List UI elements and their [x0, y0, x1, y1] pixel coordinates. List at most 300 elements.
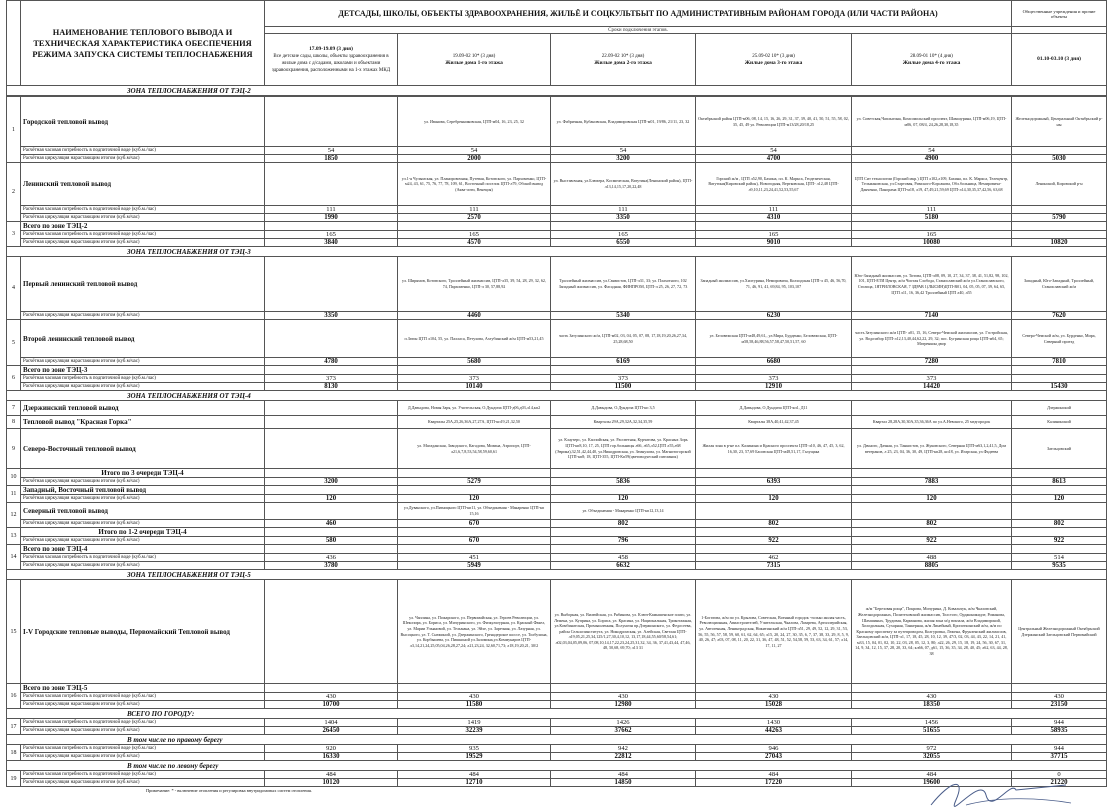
row-number: 18: [7, 745, 21, 761]
heat-outlet-name: Тепловой вывод "Красная Горка": [21, 416, 265, 429]
subtotal-title: Итого по 1-2 очереди ТЭЦ-4: [21, 528, 265, 537]
heat-supply-schedule-sheet: [6, 0, 1106, 793]
circulation-value: 3350: [265, 312, 398, 320]
empty-cell: [696, 684, 852, 693]
hourly-demand-row: [7, 375, 1107, 383]
row-number: 2: [7, 163, 21, 222]
circulation-value: 15028: [696, 701, 852, 709]
circulation-value: 3200: [551, 155, 696, 163]
metric-label: Расчётная циркуляция нарастающим итогом (куб.м/час): [21, 495, 265, 503]
stage-date: 25.09-02 10* (3 дня): [752, 53, 795, 59]
row-number: 9: [7, 429, 21, 469]
circulation-value: 1850: [265, 155, 398, 163]
empty-cell: [696, 545, 852, 554]
empty-cell: [1012, 469, 1107, 478]
hourly-value: 111: [265, 206, 398, 214]
hourly-demand-row: [7, 693, 1107, 701]
address-list: Калининский: [1012, 416, 1107, 429]
row-number: 3: [7, 222, 21, 247]
metric-label: Расчётная циркуляция нарастающим итогом (куб.м/час): [21, 312, 265, 320]
circulation-value: 16330: [265, 753, 398, 761]
circulation-value: 2570: [398, 214, 551, 222]
metric-label: Расчётная циркуляция нарастающим итогом (куб.м/час): [21, 214, 265, 222]
row-number: 12: [7, 503, 21, 528]
address-list: [265, 97, 398, 147]
empty-cell: [398, 545, 551, 554]
circulation-value: 5340: [551, 312, 696, 320]
subtotal-row: [7, 469, 1107, 478]
empty-cell: [265, 222, 398, 231]
address-list: ЦТП Сит технологии (Горский мкр.) ЦТП л102,л109, Бахина, пл. К. Маркса, Телецентр, Тельмановская, ул.Стартовая, Римского-Корсакова, Обл.больница, Немировича-Данченко, Панорама ЦТП-м18, л19, 47,49,21,59,69 ЦТП-л14,30,35,37,42,56, 63,68: [852, 163, 1012, 206]
empty-cell: [852, 469, 1012, 478]
stage-date: 17.09-19.09 (3 дня): [309, 45, 353, 52]
zone-header-tec4: [7, 391, 1107, 401]
metric-label: Расчётная часовая потребность в подпиточной воде (куб.м./час): [21, 771, 265, 779]
circulation-value: 7140: [852, 312, 1012, 320]
subtotal-title: Всего по зоне ТЭЦ-4: [21, 545, 265, 554]
circulation-value: 5949: [398, 562, 551, 570]
address-list: ул. Клаузерс, ул. Каспийская, ул. Рассветная, Курчатова, ул. Красных Зорь ЦТП-кп8,10, 17, 25, ЦТП гор.больницы л66, л65,л52,ЦТП л55,л68 (Эврика),32,51,42,44,40, ул.Никодровская, ул. Земнухова, ул. Магнитогорской ЦТП-кп8; 18, ЦТП-355, ЦТП-Кп59(цветоводческий питомник): [551, 429, 696, 469]
empty-cell: [1012, 684, 1107, 693]
circulation-value: 4700: [696, 155, 852, 163]
hourly-value: 430: [852, 693, 1012, 701]
circulation-value: 670: [398, 537, 551, 545]
stage-desc: Все детские сады, школы, объекты здравоохранения в жилые дома с д/садами, школами и объектами здравоохранения, расположенными на 1-х этажах МКД: [271, 53, 391, 73]
heat-outlet-name: Северо-Восточный тепловой вывод: [21, 429, 265, 469]
circulation-value: 120: [696, 495, 852, 503]
address-list: ул. Дачного, Дачная, ул. Танкистов, ул. Жуковского, Северная ЦТП-м63,1,2,41,5, Дом ветеранов, л 25, 23, 04, 36, 30, 49, ЦТП-кп28, кп18, ул. Игарская, ул.Фадеева: [852, 429, 1012, 469]
address-list: [265, 257, 398, 312]
header-left-title: НАИМЕНОВАНИЕ ТЕПЛОВОГО ВЫВОДА И ТЕХНИЧЕСКАЯ ХАРАКТЕРИСТИКА ОБЕСПЕЧЕНИЯ РЕЖИМА ЗАПУСКА СИСТЕМЫ ТЕПЛОСНАБЖЕНИЯ: [21, 1, 265, 86]
empty-cell: [265, 486, 398, 495]
subtotal-title: Западный, Восточный тепловой вывод: [21, 486, 265, 495]
empty-cell: [551, 366, 696, 375]
address-list: п.Затон ЦТП л104, 55, ул. Палласа, Петухова, Ахтубинский ж/м ЦТП-м53,21,45: [398, 320, 551, 358]
address-list: ул. Чаплина, ул. Пожарского, ул. Первомайская, ул. Героев Революции, ул. Шекспира, ул. Бориса, ул. Мичуринского, ул. Физкультурная, ул. Красный Факел, ул. Марии Ульяновой, ул. Тельмана, ул. Эйхе, ул. Заречная, ул. Лазурная, ул. Высоцкого, ул. Т. Снежиной, ул. Дзержинского, Гренадерское шоссе, ул. Толбухина, ул. Корбышева, ул. Пишкиной ул.Заломина,ул.Коммунаров ЦТП-л3,14,21,24,25,05,04,26,28,27,24; л21,23,24, 32,60,71,73; л18,19,20,21, 30/2: [398, 580, 551, 684]
stage-date: 01.10-03.10 (3 дня): [1037, 56, 1081, 62]
circulation-value: 4900: [852, 155, 1012, 163]
row-number: 7: [7, 401, 21, 416]
empty-cell: [551, 469, 696, 478]
empty-cell: [398, 222, 551, 231]
circulation-value: 120: [1012, 495, 1107, 503]
stages-label: Сроки подключения этапов.: [265, 27, 1012, 34]
header-main-title: ДЕТСАДЫ, ШКОЛЫ, ОБЪЕКТЫ ЗДРАВООХРАНЕНИЯ, ЖИЛЬЁ И СОЦКУЛЬТБЫТ ПО АДМИНИСТРАТИВНЫМ РАЙОНАМ ГОРОДА (ИЛИ ЧАСТИ РАЙОНА): [265, 1, 1012, 27]
address-list: Кварталы 38А,40,41,42,37,45: [696, 416, 852, 429]
metric-label: Расчётная циркуляция нарастающим итогом (куб.м/час): [21, 562, 265, 570]
circulation-value: 120: [265, 495, 398, 503]
circulation-value: 2000: [398, 155, 551, 163]
circulation-value: 22812: [551, 753, 696, 761]
hourly-demand-row: [7, 554, 1107, 562]
table-row: [7, 401, 1107, 416]
metric-label: Расчётная циркуляция нарастающим итогом (куб.м/час): [21, 520, 265, 528]
circulation-row: [7, 495, 1107, 503]
circulation-value: 5180: [852, 214, 1012, 222]
circulation-value: 6680: [696, 358, 852, 366]
zone-header-tec2: [7, 86, 1107, 96]
schedule-body: [6, 96, 1107, 787]
hourly-value: 430: [398, 693, 551, 701]
hourly-value: 462: [696, 554, 852, 562]
header-num-cell: [7, 1, 21, 86]
hourly-value: 111: [852, 206, 1012, 214]
address-list: ул. Выборная, ул. Вилюйская, ул. Рябинова, ул. Ключ-Камышенское плато, ул. Лежена, ул. Куприна, ул. Бориса, ул. Красина, ул. Национальная, Трикотажная, ул.Комбинатская, Промышленная, Полуночн пр.Дзержинского, ул. Федосеева, район Сельхозинститута, ул. Никодромская, ул. Алейская, Светлая ЦТП-л19,05,21,25,34,125/1,27,30,4,10,12, 13,17,18,44,55,60/58,54,61; л02,03,04,05,09,06, 07,08,10,14,17,22,23,24,25,31,32, 34, 36, 37,41,43,44, 47,46, 48, 50,68, 69,70; л13 31: [551, 580, 696, 684]
header-right-title: Общественные учреждения и прочие объекты: [1012, 1, 1107, 27]
circulation-row: [7, 239, 1107, 247]
heat-outlet-name: Ленинский тепловой вывод: [21, 163, 265, 206]
metric-label: Расчётная циркуляция нарастающим итогом (куб.м/час): [21, 537, 265, 545]
hourly-value: 165: [551, 231, 696, 239]
empty-cell: [696, 486, 852, 495]
empty-cell: [398, 486, 551, 495]
circulation-value: 460: [265, 520, 398, 528]
circulation-value: 7280: [852, 358, 1012, 366]
address-list: ж/м "Березовая роща", Покрова, Мичурина, Д. Ковальчук, ж/м Чкаловский, Железнодорожных, Политеховский жилмассив, Толстого, Орджоникидзе, Романова, Шамшиных, Трудовая, Карманова, жилая зона м/д вокзала, ж/м Владимирский, Холодильная, Сухарная, Танкерная, ж/м Линейный, Кропоткинский ж/м, ж/м по Красному проспекту за путепроводом, Колгуровка, Лежена, Фрунзенский жилмассив, Заельцовский ж/м, ЦТП-л1, 17, 18, 45, 28, 10, 12, 39, 47/3, 02, 03, 44, 43, 22, 14, 21, 41, м33, 15, 04, 01, 02, 10, 22, 03, 28, 05, 12, 3, 80; л22, 26, 29, 15, 18, 19, 24, 56, 30, 67, 31, 14, 9, 34, 12, 15, 37, 28, 20, 33, 64; кл66, 07, д61, 15, 36, 35, 34, 28, 40, 45; л62, 63, 44, 28, 38: [852, 580, 1012, 684]
circulation-row: [7, 478, 1107, 486]
address-list: Горский ж/м , ЦТП л52,90, Бахина, пл. К. Маркса, Геодезическая, Ватутина(Кировский район), Новогодняя, Вертковская, ЦТП- л12,48 ЦТП-л9,10,11,23,24,41,52,53,55,67: [696, 163, 852, 206]
hourly-value: 942: [551, 745, 696, 753]
hourly-demand-row: [7, 719, 1107, 727]
empty-cell: [398, 528, 551, 537]
address-list: Троллейный жилмассив, ул.Связистов, ЦТП-л31, 33; ул. Плахотного, 102 Западный жилмассив, ул. Фасадная, ФИНПРОМ, ЦТП-л 25, 26, 27, 72, 73: [551, 257, 696, 312]
circulation-value: 21220: [1012, 779, 1107, 787]
stage-desc: Жилые дома 4-го этажа: [902, 59, 961, 66]
table-row: [7, 416, 1107, 429]
circulation-value: 11580: [398, 701, 551, 709]
circulation-value: 14850: [551, 779, 696, 787]
address-list: часть Затулинского ж/м, ЦТП-м02, 03, 04, 05, 07, 08, 17,18,19,20,26,27,34, 25,28,68,50: [551, 320, 696, 358]
address-list: Юго-Западный жилмассив, ул. Титова, ЦТП-л08, 09, 10, 27, 34, 37, 38, 41, 51,82, 98, 102, 101, ЦТП-ЕТИ Центр, ж/м Чистая Слобода, Станиславский ж/м ул.Станиславского, Столица, 1ЯТРИЛОВСКАЯ, 7 ЗДРАВ 1(ЛЫСИН)ЦТП-В01, 04, 05, 05, 07, 39, 64, 65, ЦТП л11, 16, 36,42 Троллейный ЦТП л40, л55: [852, 257, 1012, 312]
hourly-value: 1456: [852, 719, 1012, 727]
circulation-value: 5279: [398, 478, 551, 486]
stage-desc: Жилые дома 1-го этажа: [445, 59, 503, 66]
circulation-value: 5680: [398, 358, 551, 366]
circulation-value: 19529: [398, 753, 551, 761]
address-list: ул. Объединения - Макаренко ЦТП-кп12,13,14: [551, 503, 696, 520]
zone-header-tec3: [7, 247, 1107, 257]
hourly-value: 458: [551, 554, 696, 562]
address-list: ул. Магаданская, Заводского, Кагадова, Мизина, Аэропорт, ЦТП-л21,6,7,8,53,54,58,59,60,61: [398, 429, 551, 469]
empty-cell: [265, 528, 398, 537]
table-row: [7, 503, 1107, 520]
row-number: 17: [7, 719, 21, 735]
address-list: Д.Давыдова, О.Дундича ЦТП-кп1, Д11: [696, 401, 852, 416]
subtotal-title: Всего по зоне ТЭЦ-2: [21, 222, 265, 231]
circulation-value: 10820: [1012, 239, 1107, 247]
address-list: Западный жилмассив, ул.Хилтурина, Немировича, Колхидская ЦТП-л 45, 46, 56,70, 71, 46, 91, 41, 69,84, 95, 103,107: [696, 257, 852, 312]
stage-date: 19.09-02 10* (3 дня): [452, 53, 496, 59]
circulation-value: 12710: [398, 779, 551, 787]
row-number: 16: [7, 684, 21, 709]
stage-column-header-6: [1012, 34, 1107, 86]
empty-cell: [852, 545, 1012, 554]
address-list: Дзержинский: [1012, 401, 1107, 416]
footnote: Примечание: * - включение отопления и регулировка внутридомовых систем отопления.: [146, 788, 312, 793]
metric-label: Расчётная часовая потребность в подпиточной воде (куб.м./час): [21, 554, 265, 562]
zone-header-left-bank: [7, 761, 1107, 771]
address-list: [265, 580, 398, 684]
circulation-value: 12910: [696, 383, 852, 391]
heat-outlet-name: Второй ленинский тепловой вывод: [21, 320, 265, 358]
schedule-table: [6, 0, 1107, 96]
metric-label: Расчётная часовая потребность в подпиточной воде (куб.м./час): [21, 147, 265, 155]
circulation-row: [7, 358, 1107, 366]
circulation-value: 12980: [551, 701, 696, 709]
circulation-value: 17220: [696, 779, 852, 787]
circulation-row: [7, 520, 1107, 528]
hourly-value: 935: [398, 745, 551, 753]
empty-cell: [1012, 486, 1107, 495]
subtotal-title: Итого по 3 очереди ТЭЦ-4: [21, 469, 265, 478]
circulation-value: 58935: [1012, 727, 1107, 735]
circulation-row: [7, 562, 1107, 570]
empty-cell: [1012, 366, 1107, 375]
address-list: Заельцовский: [1012, 429, 1107, 469]
row-number: 5: [7, 320, 21, 366]
address-list: ул.1-я Чулымская, ул. Планировочная, Путевая, Котовского, ул. Пархоменко, ЦТП-м24, 43, 61, 75, 76, 77, 78, 109, 61, Восточный поселок ЦТП-л79, Обской вывод (Аква-сити, Венеция): [398, 163, 551, 206]
address-list: ул.Дуванского, ул.Пятницкого ЦТП-кп11, ул. Объединения - Макаренко ЦТП-кп 15,16: [398, 503, 551, 520]
empty-cell: [1012, 222, 1107, 231]
empty-cell: [1012, 528, 1107, 537]
hourly-value: 165: [696, 231, 852, 239]
zone-title: ЗОНА ТЕПЛОСНАБЖЕНИЯ ОТ ТЭЦ-3: [7, 247, 1107, 257]
circulation-value: 10120: [265, 779, 398, 787]
circulation-value: 4460: [398, 312, 551, 320]
circulation-value: 802: [696, 520, 852, 528]
circulation-value: 4310: [696, 214, 852, 222]
circulation-value: 14420: [852, 383, 1012, 391]
hourly-value: 165: [852, 231, 1012, 239]
empty-cell: [265, 545, 398, 554]
circulation-value: 7315: [696, 562, 852, 570]
empty-cell: [551, 684, 696, 693]
hourly-value: [1012, 206, 1107, 214]
circulation-value: 37715: [1012, 753, 1107, 761]
hourly-demand-row: [7, 206, 1107, 214]
circulation-row: [7, 701, 1107, 709]
zone-header-city-total: [7, 709, 1107, 719]
hourly-value: 373: [398, 375, 551, 383]
circulation-value: 44263: [696, 727, 852, 735]
hourly-value: [1012, 147, 1107, 155]
address-list: Центральный Железнодорожный Октябрьский Дзержинский Заельцовский Первомайский: [1012, 580, 1107, 684]
empty-cell: [852, 486, 1012, 495]
circulation-value: 10700: [265, 701, 398, 709]
circulation-value: 19600: [852, 779, 1012, 787]
metric-label: Расчётная часовая потребность в подпиточной воде (куб.м./час): [21, 719, 265, 727]
metric-label: Расчётная циркуляция нарастающим итогом (куб.м/час): [21, 239, 265, 247]
zone-title: ЗОНА ТЕПЛОСНАБЖЕНИЯ ОТ ТЭЦ-2: [7, 86, 1107, 96]
circulation-value: 7883: [852, 478, 1012, 486]
circulation-value: 4780: [265, 358, 398, 366]
address-list: ул. Фабричная, Кубановская, Владимировская ЦТП-м01, 19/86, 21/11, 23, 32: [551, 97, 696, 147]
circulation-value: 37662: [551, 727, 696, 735]
circulation-value: 5836: [551, 478, 696, 486]
empty-cell: [551, 486, 696, 495]
address-list: Квартал 28,28А,30,30А,35,36,36А по ул.А.Невского, 25 медгородок: [852, 416, 1012, 429]
zone-header-tec5: [7, 570, 1107, 580]
circulation-value: 9535: [1012, 562, 1107, 570]
address-list: [696, 503, 852, 520]
circulation-value: 6169: [551, 358, 696, 366]
empty-cell: [1012, 545, 1107, 554]
hourly-value: 430: [696, 693, 852, 701]
circulation-value: 27043: [696, 753, 852, 761]
circulation-value: 15430: [1012, 383, 1107, 391]
circulation-value: 8805: [852, 562, 1012, 570]
hourly-value: 484: [265, 771, 398, 779]
hourly-value: 451: [398, 554, 551, 562]
metric-label: Расчётная часовая потребность в подпиточной воде (куб.м./час): [21, 206, 265, 214]
empty-cell: [852, 366, 1012, 375]
stage-desc: Жилые дома 2-го этажа: [594, 59, 652, 66]
address-list: Жилая зона в р-не пл. Калинина и Красного проспекта ЦТП-л10, 46, 47, 45, 3, 62, 16,30, 23, 57,69 Басовская ЦТП-м48,51,17, Галущака: [696, 429, 852, 469]
hourly-value: 1430: [696, 719, 852, 727]
address-list: часть Затулинского ж/м ЦТП- л01, 15, 16, Северо-Чемской жилмассив, ул. Гэстройская, ул. Водозабор ЦТП-л12,13,40,44,62,22, 29, 32; пос. Бугринская роща ЦТП-м64, 65; Матренкин двор: [852, 320, 1012, 358]
circulation-row: [7, 753, 1107, 761]
hourly-value: 972: [852, 745, 1012, 753]
hourly-value: 165: [398, 231, 551, 239]
hourly-value: 944: [1012, 719, 1107, 727]
hourly-value: 430: [1012, 693, 1107, 701]
table-row: [7, 320, 1107, 358]
circulation-value: 922: [852, 537, 1012, 545]
circulation-value: 6230: [696, 312, 852, 320]
hourly-value: 1426: [551, 719, 696, 727]
circulation-row: [7, 312, 1107, 320]
zone-header-right-bank: [7, 735, 1107, 745]
empty-cell: [852, 222, 1012, 231]
hourly-value: 111: [696, 206, 852, 214]
metric-label: Расчётная часовая потребность в подпиточной воде (куб.м./час): [21, 745, 265, 753]
hourly-value: 54: [696, 147, 852, 155]
row-number: 6: [7, 366, 21, 391]
hourly-demand-row: [7, 147, 1107, 155]
address-list: [265, 503, 398, 520]
hourly-value: 54: [398, 147, 551, 155]
circulation-value: 7620: [1012, 312, 1107, 320]
hourly-demand-row: [7, 231, 1107, 239]
hourly-value: 430: [265, 693, 398, 701]
hourly-value: 111: [398, 206, 551, 214]
circulation-value: 10080: [852, 239, 1012, 247]
circulation-value: 3840: [265, 239, 398, 247]
circulation-row: [7, 214, 1107, 222]
empty-cell: [696, 366, 852, 375]
circulation-row: [7, 383, 1107, 391]
heat-outlet-name: Северный тепловой вывод: [21, 503, 265, 520]
circulation-value: 18350: [852, 701, 1012, 709]
heat-outlet-name: Дзержинский тепловой вывод: [21, 401, 265, 416]
hourly-value: 373: [852, 375, 1012, 383]
circulation-value: 922: [1012, 537, 1107, 545]
empty-cell: [696, 528, 852, 537]
circulation-value: 120: [852, 495, 1012, 503]
subtotal-row: [7, 486, 1107, 495]
circulation-row: [7, 155, 1107, 163]
empty-cell: [1012, 27, 1107, 34]
address-list: ул. Выставочная, ул.Блюхера, Космическая, Ватутина(Ленинский район), ЦТП-л13,14,15,17,20,22,48: [551, 163, 696, 206]
hourly-value: 0: [1012, 771, 1107, 779]
hourly-value: 373: [696, 375, 852, 383]
address-list: [265, 320, 398, 358]
circulation-value: 120: [398, 495, 551, 503]
circulation-value: 23150: [1012, 701, 1107, 709]
address-list: [265, 416, 398, 429]
address-list: Западный, Юго-Западный, Троллейный, Станиславский ж/м: [1012, 257, 1107, 312]
empty-cell: [551, 528, 696, 537]
address-list: Д.Давыдова, О.Дундича ЦТП-кп 3,5: [551, 401, 696, 416]
address-list: Кварталы 29А,29,32А,32,34,35,59: [551, 416, 696, 429]
row-number: 13: [7, 528, 21, 545]
hourly-value: 484: [696, 771, 852, 779]
row-number: 14: [7, 545, 21, 570]
hourly-value: 944: [1012, 745, 1107, 753]
row-number: 8: [7, 416, 21, 429]
metric-label: Расчётная часовая потребность в подпиточной воде (куб.м./час): [21, 693, 265, 701]
subtotal-row: [7, 222, 1107, 231]
circulation-value: 51655: [852, 727, 1012, 735]
address-list: Северо-Чемской ж/м, ул. Бурденко, Мира, Северный проезд: [1012, 320, 1107, 358]
circulation-value: 5790: [1012, 214, 1107, 222]
metric-label: Расчётная часовая потребность в подпиточной воде (куб.м./час): [21, 375, 265, 383]
address-list: ул. Ширямов, Котовского, Троллейный жилмассив, ЦТП-л35, 39, 54, 28, 29, 32, 62, 74, Пархоменко, ЦТП-л 30, 57,88,92: [398, 257, 551, 312]
circulation-value: 10140: [398, 383, 551, 391]
address-list: Кварталы 25А,25,26,36А,27,27А, ЦТП-кп19,21,32,50: [398, 416, 551, 429]
circulation-value: 6393: [696, 478, 852, 486]
stage-column-header-4: [696, 34, 852, 86]
subtotal-title: Всего по зоне ТЭЦ-3: [21, 366, 265, 375]
hourly-value: 946: [696, 745, 852, 753]
address-list: [265, 163, 398, 206]
hourly-value: 484: [852, 771, 1012, 779]
circulation-value: 6550: [551, 239, 696, 247]
stage-column-header-5: [852, 34, 1012, 86]
address-list: Ленинский, Кировский р-н: [1012, 163, 1107, 206]
hourly-value: 373: [551, 375, 696, 383]
circulation-value: 1990: [265, 214, 398, 222]
circulation-value: 3780: [265, 562, 398, 570]
empty-cell: [852, 684, 1012, 693]
metric-label: Расчётная циркуляция нарастающим итогом (куб.м/час): [21, 701, 265, 709]
circulation-row: [7, 727, 1107, 735]
row-number: 10: [7, 469, 21, 486]
address-list: 1-Богатова, ж/м по ул. Крылова, Советская, Военный городок -только жилая часть, Революционная, Авиастроителей, Учительская, Чкалова, Лазарева, Артиллерийская, ул. Автогенная, Ленинградская, Никитинский ж/м ЦТП-л51, 29, 49, 52, 12, 29, 31, 53, 56, 55, 56, 57, 58, 59, 60, 61, 62, 64, 65; л15, 20, 24, 27, 30, 35, 6, 7, 37, 38, 33, 29, 8, 5, 9, 40, 26, 47; л03, 07, 08, 11, 20, 22, 31, 36, 47, 48, 51, 52, 54,58, 59, 53, 63, 34, 61, 57; л14, 17, 11, 27: [696, 580, 852, 684]
hourly-value: 514: [1012, 554, 1107, 562]
circulation-value: 26450: [265, 727, 398, 735]
stage-column-header-1: [265, 34, 398, 86]
circulation-value: 802: [551, 520, 696, 528]
metric-label: Расчётная часовая потребность в подпиточной воде (куб.м./час): [21, 231, 265, 239]
hourly-demand-row: [7, 745, 1107, 753]
empty-cell: [852, 528, 1012, 537]
stage-column-header-3: [551, 34, 696, 86]
subtotal-row: [7, 684, 1107, 693]
table-row: [7, 163, 1107, 206]
circulation-value: 580: [265, 537, 398, 545]
circulation-value: 670: [398, 520, 551, 528]
row-number: 19: [7, 771, 21, 787]
hourly-value: 373: [265, 375, 398, 383]
hourly-value: 165: [265, 231, 398, 239]
empty-cell: [398, 684, 551, 693]
empty-cell: [398, 366, 551, 375]
circulation-value: 3200: [265, 478, 398, 486]
signature: [926, 775, 1076, 809]
hourly-value: 436: [265, 554, 398, 562]
circulation-value: 802: [852, 520, 1012, 528]
